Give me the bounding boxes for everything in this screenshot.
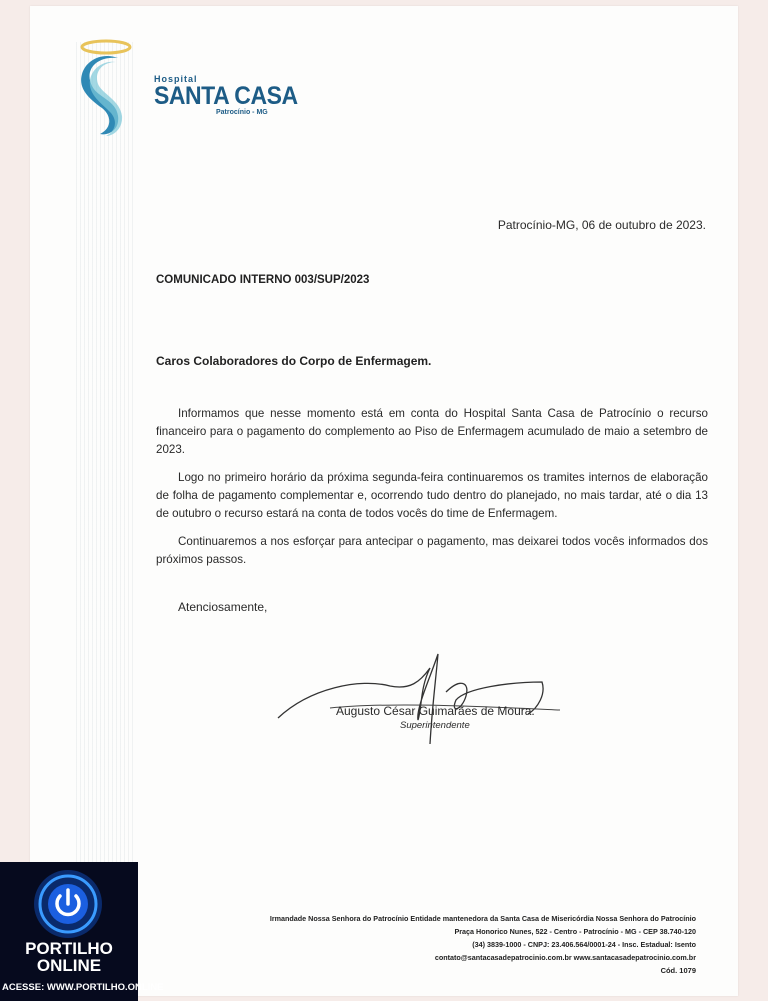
watermark-name: [0, 940, 138, 974]
footer-line: contato@santacasadepatrocinio.com.br www.santacasadepatrocinio.com.br: [434, 953, 696, 962]
body-paragraph: Continuaremos a nos esforçar para antecipar o pagamento, mas deixarei todos vocês informados dos próximos passos.: [156, 535, 708, 566]
signer-name: Augusto César Guimarães de Moura.: [336, 704, 535, 718]
body-paragraph: Informamos que nesse momento está em conta do Hospital Santa Casa de Patrocínio o recurso financeiro para o pagamento do complemento ao Piso de Enfermagem acumulado de maio a setembro de 2023.: [156, 407, 708, 456]
signer-title: Superintendente: [400, 720, 470, 731]
santa-casa-logo-icon: [76, 36, 136, 140]
footer-code: Cód. 1079: [660, 966, 696, 975]
letter-body: [156, 405, 708, 579]
hospital-label: Hospital: [154, 74, 198, 84]
hospital-name: SANTA CASA: [154, 82, 298, 110]
letter-subject: COMUNICADO INTERNO 003/SUP/2023: [156, 274, 370, 286]
letter-dateline: Patrocínio-MG, 06 de outubro de 2023.: [497, 218, 706, 232]
watermark-url: ACESSE: WWW.PORTILHO.ONLINE: [2, 982, 164, 993]
body-paragraph: Logo no primeiro horário da próxima segunda-feira continuaremos os tramites internos de elaboração de folha de pagamento complementar e, ocorrendo tudo dentro do planejado, no mais tardar, até o dia 13 de outubro o recurso estará na conta de todos vocês do time de Enfermagem.: [156, 471, 708, 520]
portilho-watermark[interactable]: [0, 862, 164, 1001]
letter-greeting: Caros Colaboradores do Corpo de Enfermagem.: [156, 354, 432, 368]
hospital-city: Patrocínio - MG: [216, 109, 268, 116]
decorative-stripes: [76, 42, 134, 922]
footer-line: Praça Honorico Nunes, 522 - Centro - Patrocínio - MG - CEP 38.740-120: [454, 927, 696, 936]
hospital-logo-text: [154, 74, 310, 116]
letter-footer: [270, 912, 696, 964]
footer-line: Irmandade Nossa Senhora do Patrocínio Entidade mantenedora da Santa Casa de Misericórdia Nossa Senhora do Patrocínio: [269, 914, 696, 923]
power-icon: [30, 866, 106, 942]
handwritten-signature-icon: [270, 648, 570, 748]
footer-line: (34) 3839-1000 - CNPJ: 23.406.564/0001-24 - Insc. Estadual: Isento: [472, 940, 696, 949]
letter-closing: Atenciosamente,: [178, 600, 268, 614]
watermark-name-line2: ONLINE: [36, 956, 102, 975]
watermark-name-line1: PORTILHO: [25, 939, 113, 958]
